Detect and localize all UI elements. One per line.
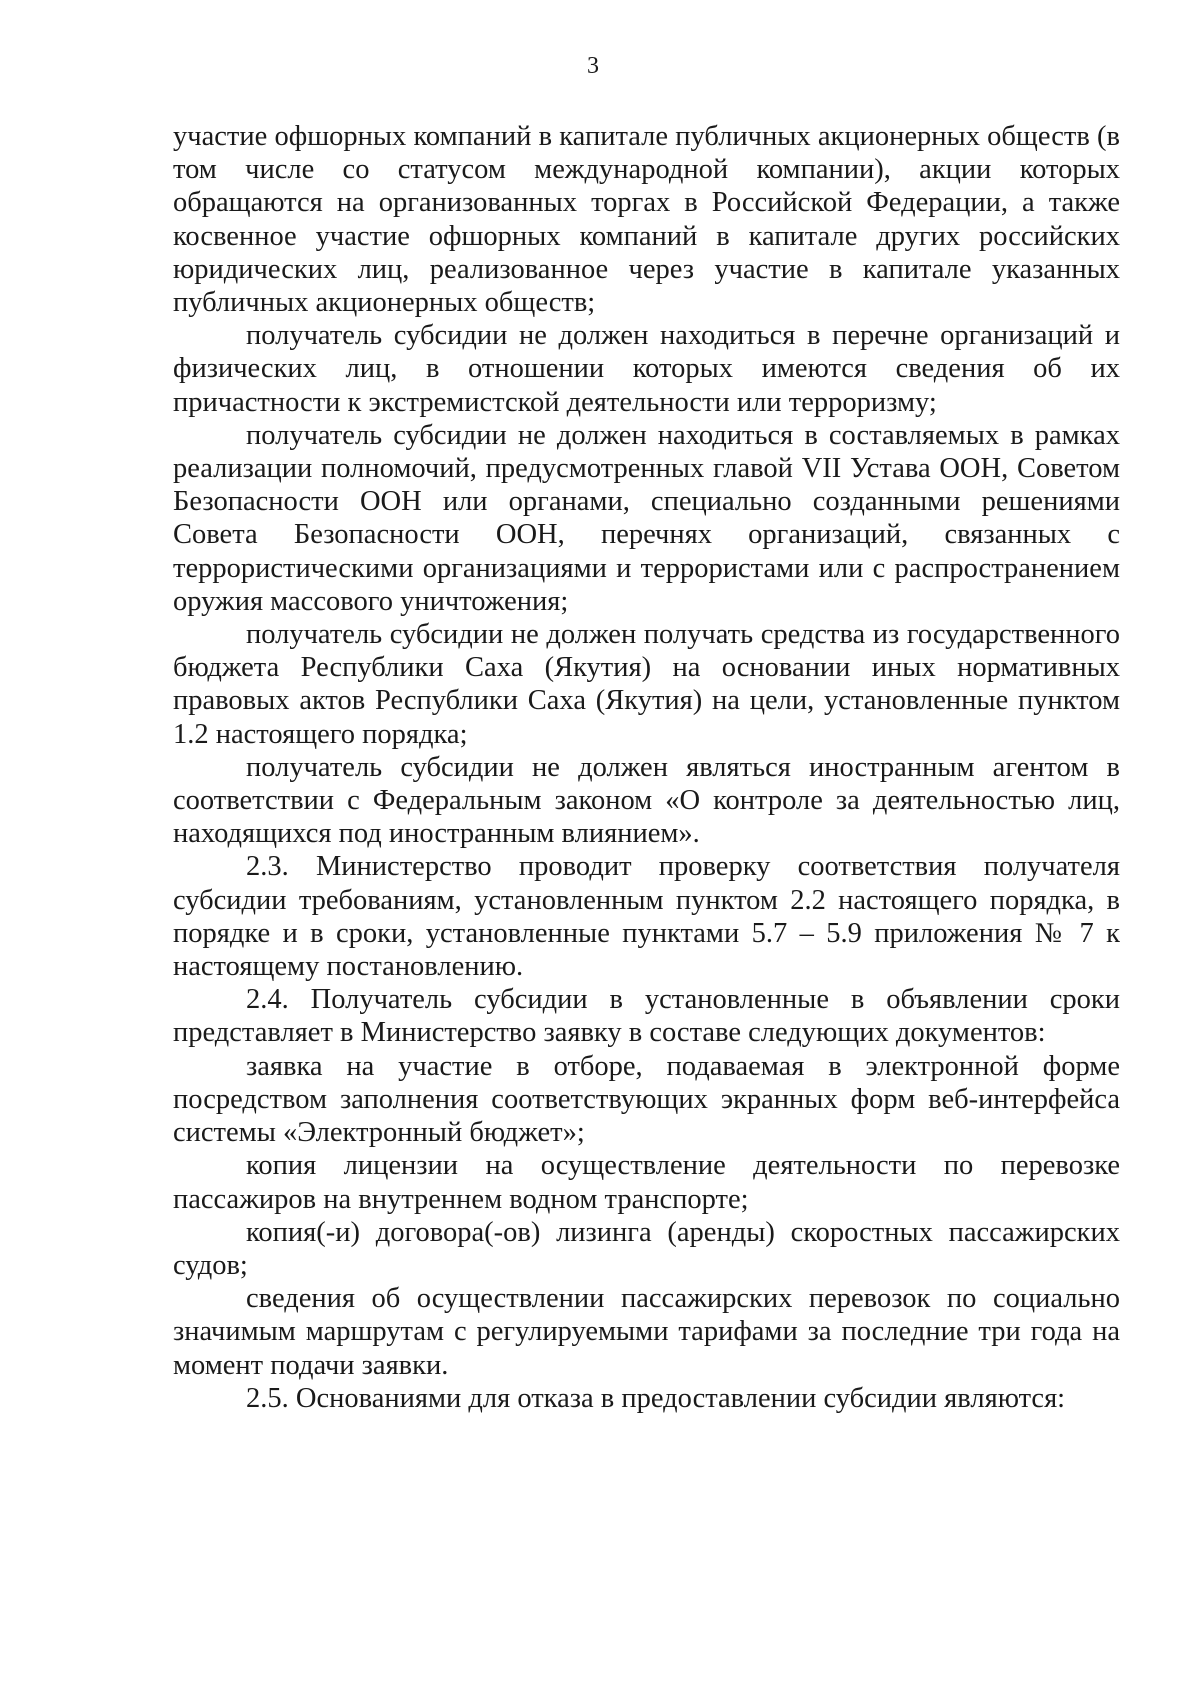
paragraph-leasing-contract-copy: копия(-и) договора(-ов) лизинга (аренды) скоростных пассажирских судов; — [173, 1216, 1120, 1281]
paragraph-transport-records: сведения об осуществлении пассажирских перевозок по социально значимым маршрутам с регулируемыми тарифами за последние три года на момент подачи заявки. — [173, 1283, 1120, 1381]
page-number: 3 — [587, 53, 599, 79]
paragraph-2-3-ministry-check: 2.3. Министерство проводит проверку соответствия получателя субсидии требованиям, установленным пунктом 2.2 настоящего порядка, в порядке и в сроки, установленные пунктами 5.7 – 5.9 приложения № 7 к настоящему постановлению. — [173, 851, 1120, 983]
paragraph-other-budget-funds: получатель субсидии не должен получать средства из государственного бюджета Республики Саха (Якутия) на основании иных нормативных правовых актов Республики Саха (Якутия) на цели, установленные пунктом 1.2 настоящего порядка; — [173, 619, 1120, 750]
paragraph-un-security-council-lists: получатель субсидии не должен находиться в составляемых в рамках реализации полномочий, предусмотренных главой VII Устава ООН, Советом Безопасности ООН или органами, специально созданными решениями Совета Безопасности ООН, перечнях организаций, связанных с террористическими организациями и террористами или с распространением оружия массового уничтожения; — [173, 419, 1120, 617]
paragraph-extremism-list: получатель субсидии не должен находиться в перечне организаций и физических лиц, в отношении которых имеются сведения об их причастности к экстремистской деятельности или терроризму; — [173, 320, 1120, 418]
paragraph-license-copy: копия лицензии на осуществление деятельности по перевозке пассажиров на внутреннем водном транспорте; — [173, 1150, 1120, 1215]
paragraph-2-5-refusal-grounds: 2.5. Основаниями для отказа в предоставлении субсидии являются: — [246, 1382, 1066, 1414]
paragraph-application-form: заявка на участие в отборе, подаваемая в электронной форме посредством заполнения соответствующих экранных форм веб-интерфейса системы «Электронный бюджет»; — [173, 1050, 1120, 1149]
paragraph-foreign-agent: получатель субсидии не должен являться иностранным агентом в соответствии с Федеральным законом «О контроле за деятельностью лиц, находящихся под иностранным влиянием». — [173, 751, 1120, 850]
paragraph-offshore-participation: участие офшорных компаний в капитале публичных акционерных обществ (в том числе со статусом международной компании), акции которых обращаются на организованных торгах в Российской Федерации, а также косвенное участие офшорных компаний в капитале других российских юридических лиц, реализованное через участие в капитале указанных публичных акционерных обществ; — [173, 121, 1120, 319]
document-body — [173, 120, 1120, 1415]
paragraph-2-4-application-documents: 2.4. Получатель субсидии в установленные в объявлении сроки представляет в Министерство заявку в составе следующих документов: — [173, 984, 1120, 1049]
